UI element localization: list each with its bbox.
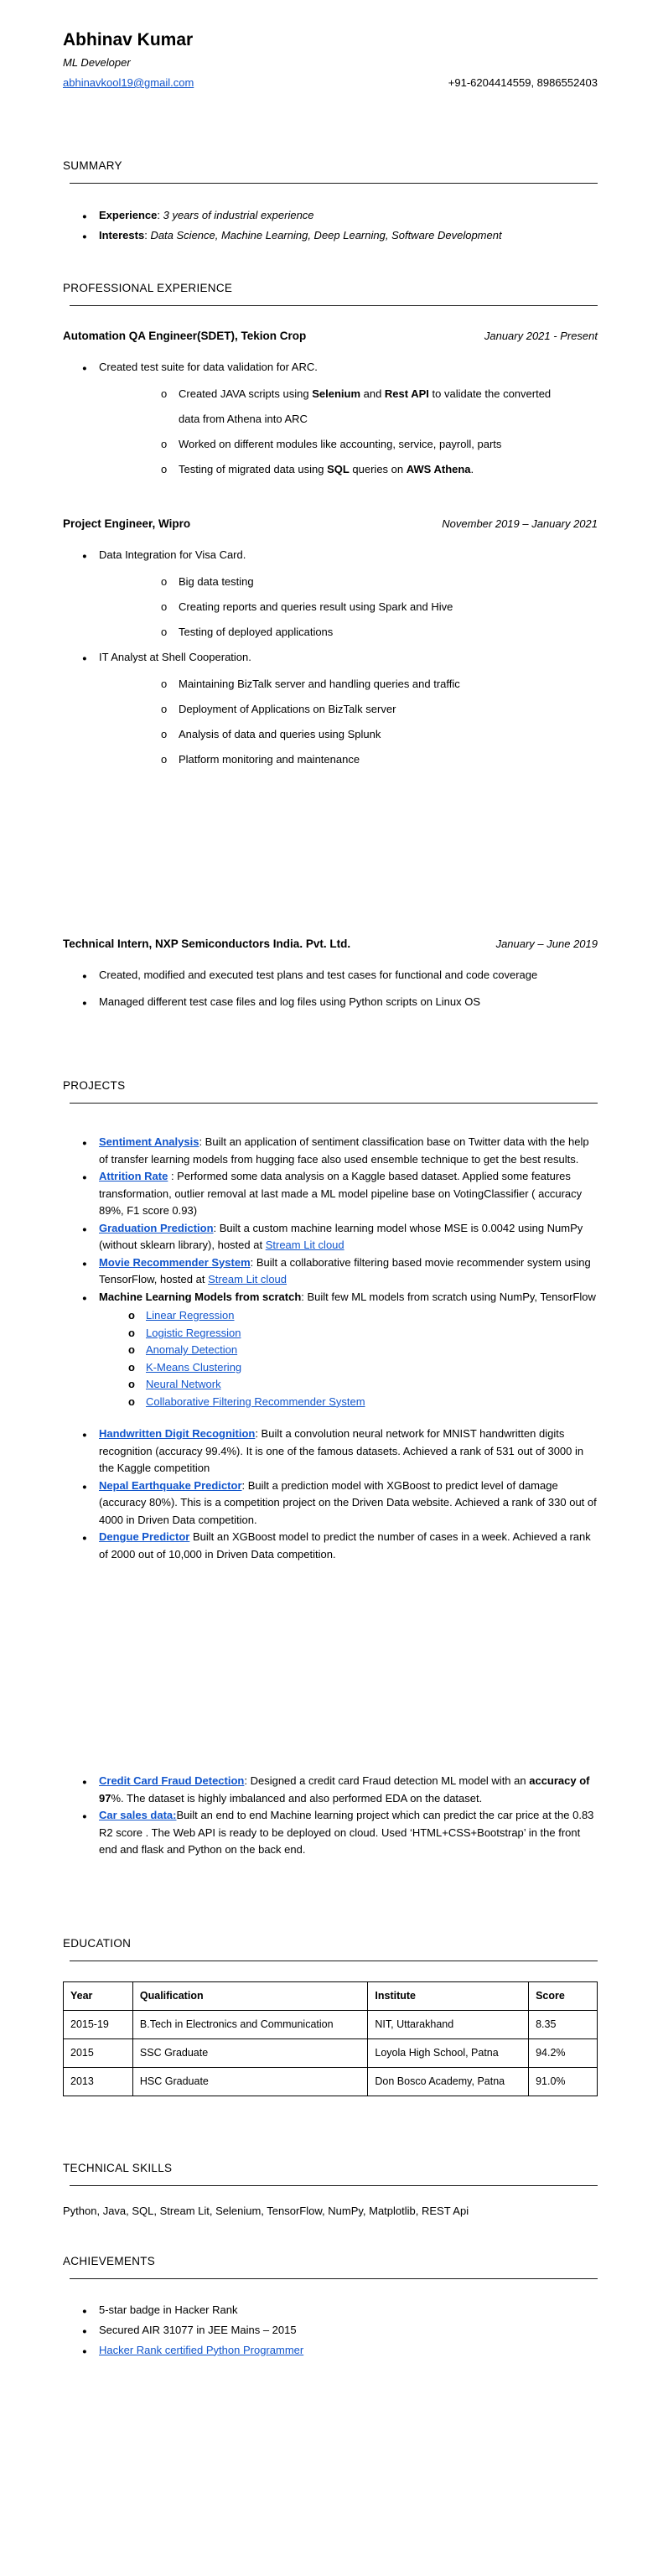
section-divider	[70, 2185, 598, 2186]
text-segment: Data Integration for Visa Card.	[99, 548, 246, 561]
email-link[interactable]: abhinavkool19@gmail.com	[63, 76, 194, 89]
bullet-text	[99, 2301, 598, 2319]
bullet-marker: ●	[82, 1431, 87, 1440]
text-segment: : Built a collaborative filtering based movie recommender system using TensorFlow, hosted at	[99, 1255, 591, 1285]
bullet-marker: o	[128, 1343, 135, 1356]
job-date: January 2021 - Present	[484, 330, 598, 342]
education-heading: EDUCATION	[63, 1936, 132, 1950]
bullet-text	[99, 1807, 598, 1859]
text-segment: queries on	[349, 463, 407, 475]
job-sub-bullet	[63, 747, 598, 772]
text-segment: Created test suite for data validation for ARC.	[99, 361, 318, 373]
project-link-dengue-predictor[interactable]: Dengue Predictor	[99, 1530, 190, 1543]
bullet-marker: ●	[82, 2346, 87, 2356]
project-entry	[63, 1254, 598, 1289]
project-entry	[63, 1220, 598, 1254]
ml-model-link-collaborative-filtering[interactable]: Collaborative Filtering Recommender System	[146, 1394, 365, 1408]
job-date: November 2019 – January 2021	[442, 517, 598, 530]
text-segment: to validate the converted data from Athena into ARC	[179, 387, 552, 425]
achievement-item	[63, 2321, 598, 2341]
bullet-text	[179, 697, 598, 722]
bullet-marker: o	[161, 678, 168, 690]
job-bullet	[63, 963, 598, 989]
job-title: Technical Intern, NXP Semiconductors India. Pvt. Ltd.	[63, 937, 351, 950]
job-bullet	[63, 989, 598, 1016]
bullet-marker: ●	[82, 1812, 87, 1821]
bullet-marker: o	[161, 463, 168, 475]
bullet-text	[99, 1220, 598, 1254]
education-column-header: Score	[529, 1981, 598, 2010]
bullet-marker: o	[128, 1394, 135, 1408]
job-header	[63, 936, 598, 953]
text-segment: Built an XGBoost model to predict the number of cases in a week. Achieved a rank of 2000 out of 10,000 in Driven Data competition.	[99, 1530, 591, 1561]
project-entry	[63, 1134, 598, 1168]
ml-model-link-linear-regression[interactable]: Linear Regression	[146, 1309, 235, 1322]
bullet-text	[146, 1394, 598, 1411]
education-table	[63, 1981, 598, 2096]
education-table-cell: 91.0%	[529, 2067, 598, 2096]
bullet-marker: ●	[82, 2326, 87, 2336]
bullet-marker: ●	[82, 1139, 87, 1148]
text-segment: Secured AIR 31077 in JEE Mains – 2015	[99, 2323, 297, 2336]
bullet-marker: ●	[82, 1259, 87, 1269]
project-bullet	[63, 1807, 598, 1859]
text-segment: .	[470, 463, 474, 475]
text-segment: 5-star badge in Hacker Rank	[99, 2303, 238, 2316]
project-sub-bullet	[63, 1376, 598, 1394]
section-divider	[70, 1103, 598, 1104]
bullet-marker: ●	[82, 2306, 87, 2316]
education-table-row	[64, 2067, 598, 2096]
text-segment: : Built an application of sentiment classification base on Twitter data with the help of transfer learning models from hugging face also used ensemble technique to get the best results.	[99, 1135, 589, 1166]
text-segment: Maintaining BizTalk server and handling queries and traffic	[179, 678, 460, 690]
section-technical-skills	[63, 2162, 598, 2217]
project-link-car-sales-data[interactable]: Car sales data:	[99, 1809, 177, 1821]
job-entry	[63, 936, 598, 1016]
achievement-item	[63, 2341, 598, 2361]
job-sub-bullet	[63, 672, 598, 697]
achievements-heading: ACHIEVEMENTS	[63, 2254, 156, 2267]
text-segment: Created, modified and executed test plans and test cases for functional and code coverage	[99, 969, 538, 981]
project-bullet	[63, 1289, 598, 1308]
project-entry	[63, 1529, 598, 1563]
bullet-text	[179, 382, 568, 432]
text-segment: : Built a convolution neural network for MNIST handwritten digits recognition (accuracy 99.4%). It is one of the famous datasets. Achieved a rank of 531 out of 3000 in the Kaggle competition	[99, 1427, 584, 1474]
project-sub-bullet	[63, 1394, 598, 1411]
person-name: Abhinav Kumar	[63, 30, 194, 49]
resume-header	[63, 30, 598, 89]
text-segment: IT Analyst at Shell Cooperation.	[99, 651, 251, 663]
job-sub-bullet	[63, 457, 598, 482]
bullet-text	[99, 989, 598, 1015]
text-segment: Worked on different modules like accounting, service, payroll, parts	[179, 438, 502, 450]
text-segment: Rest API	[384, 387, 429, 400]
project-bullet	[63, 1220, 598, 1254]
text-segment: accuracy of 97	[99, 1774, 590, 1805]
bullet-marker: o	[161, 600, 168, 613]
project-entry	[63, 1773, 598, 1807]
bullet-marker: ●	[82, 654, 87, 663]
section-divider	[70, 2278, 598, 2279]
bullet-text	[99, 355, 598, 380]
job-sub-bullet	[63, 595, 598, 620]
text-segment: Creating reports and queries result using Spark and Hive	[179, 600, 453, 613]
text-segment: : Built a custom machine learning model whose MSE is 0.0042 using NumPy (without sklearn library), hosted at	[99, 1221, 583, 1251]
job-title: Project Engineer, Wipro	[63, 517, 191, 530]
text-segment: and	[360, 387, 385, 400]
bullet-marker: o	[161, 626, 168, 638]
bullet-text	[179, 457, 598, 482]
bullet-marker: ●	[82, 212, 87, 221]
bullet-text	[99, 1289, 598, 1306]
text-segment: Platform monitoring and maintenance	[179, 753, 360, 766]
bullet-text	[179, 747, 598, 772]
education-table-header-row	[64, 1981, 598, 2010]
education-table-cell: 94.2%	[529, 2038, 598, 2067]
job-sub-bullet	[63, 569, 598, 595]
text-segment: : Built a prediction model with XGBoost to predict level of damage (accuracy 80%). This is a competition project on the Driven Data website. Achieved a rank of 330 out of 4000 in Driven Data competition.	[99, 1478, 597, 1526]
text-segment: :	[144, 229, 151, 242]
achievement-item	[63, 2301, 598, 2321]
education-table-cell: HSC Graduate	[132, 2067, 368, 2096]
bullet-text	[99, 206, 598, 225]
project-entry	[63, 1168, 598, 1220]
text-segment: Created JAVA scripts using	[179, 387, 313, 400]
bullet-text	[99, 1254, 598, 1289]
job-bullet	[63, 355, 598, 382]
ml-model-link-logistic-regression[interactable]: Logistic Regression	[146, 1326, 241, 1339]
text-segment: Data Science, Machine Learning, Deep Learning, Software Development	[150, 229, 502, 242]
job-sub-bullet	[63, 697, 598, 722]
bullet-marker: ●	[82, 1534, 87, 1543]
education-table-row	[64, 2038, 598, 2067]
bullet-marker: o	[161, 575, 168, 588]
bullet-marker: o	[161, 728, 168, 740]
project-sub-bullet	[63, 1359, 598, 1377]
bullet-text	[99, 1478, 598, 1530]
bullet-marker: o	[128, 1309, 135, 1322]
text-segment: SQL	[327, 463, 350, 475]
text-segment: Big data testing	[179, 575, 254, 588]
bullet-marker: o	[128, 1326, 135, 1339]
bullet-marker: ●	[82, 1224, 87, 1234]
bullet-text	[99, 543, 598, 568]
project-entry	[63, 1289, 598, 1411]
job-bullet	[63, 645, 598, 672]
bullet-marker: o	[161, 438, 168, 450]
bullet-text	[179, 722, 598, 747]
project-bullet	[63, 1529, 598, 1563]
project-bullet	[63, 1254, 598, 1289]
achievements-list	[63, 2301, 598, 2361]
bullet-marker: ●	[82, 972, 87, 981]
text-segment: 3 years of industrial experience	[163, 209, 314, 221]
streamlit-cloud-link[interactable]: Stream Lit cloud	[265, 1239, 344, 1251]
job-sub-bullet	[63, 432, 598, 457]
text-segment: : Designed a credit card Fraud detection ML model with an	[244, 1774, 530, 1787]
education-table-cell: Loyola High School, Patna	[368, 2038, 529, 2067]
bullet-marker: o	[161, 703, 168, 715]
text-segment: Testing of deployed applications	[179, 626, 334, 638]
bullet-text	[99, 226, 598, 245]
technical-skills-heading: TECHNICAL SKILLS	[63, 2161, 173, 2174]
phone-number: +91-6204414559, 8986552403	[448, 76, 598, 89]
contact-row	[63, 76, 598, 89]
project-bullet	[63, 1426, 598, 1478]
bullet-marker: o	[128, 1360, 135, 1374]
summary-heading: SUMMARY	[63, 159, 122, 172]
project-link-nepal-earthquake[interactable]: Nepal Earthquake Predictor	[99, 1478, 242, 1492]
text-segment: Analysis of data and queries using Splunk	[179, 728, 381, 740]
education-table-cell: 8.35	[529, 2010, 598, 2038]
project-link-credit-card-fraud[interactable]: Credit Card Fraud Detection	[99, 1774, 245, 1787]
section-projects	[63, 1079, 598, 1859]
project-sub-bullet	[63, 1342, 598, 1359]
text-segment: Selenium	[312, 387, 360, 400]
job-entry	[63, 516, 598, 772]
achievement-link-hackerrank-python[interactable]: Hacker Rank certified Python Programmer	[99, 2343, 304, 2356]
text-segment: Interests	[99, 229, 145, 242]
education-table-cell: NIT, Uttarakhand	[368, 2010, 529, 2038]
bullet-text	[99, 2341, 598, 2360]
bullet-text	[99, 645, 598, 670]
text-segment: Managed different test case files and log files using Python scripts on Linux OS	[99, 995, 481, 1008]
text-segment: Machine Learning Models from scratch	[99, 1290, 302, 1303]
summary-item	[63, 226, 598, 247]
section-divider	[70, 305, 598, 306]
text-segment: AWS Athena	[406, 463, 471, 475]
education-table-cell: 2015	[64, 2038, 133, 2067]
bullet-text	[179, 620, 598, 645]
project-bullet	[63, 1478, 598, 1530]
bullet-text	[99, 1529, 598, 1563]
bullet-marker: o	[161, 387, 168, 400]
bullet-text	[179, 672, 598, 697]
streamlit-cloud-link[interactable]: Stream Lit cloud	[208, 1273, 287, 1285]
bullet-marker: o	[161, 753, 168, 766]
job-title: Automation QA Engineer(SDET), Tekion Crop	[63, 330, 307, 342]
job-header	[63, 328, 598, 345]
bullet-text	[146, 1359, 598, 1377]
education-column-header: Institute	[368, 1981, 529, 2010]
project-entry	[63, 1478, 598, 1530]
text-segment: Built an end to end Machine learning project which can predict the car price at the 0.83 R2 score . The Web API is ready to be deployed on cloud. Used ‘HTML+CSS+Bootstrap’ in the front end and flask and Python on the back end.	[99, 1809, 594, 1856]
bullet-marker: ●	[82, 1173, 87, 1182]
ml-model-link-anomaly-detection[interactable]: Anomaly Detection	[146, 1343, 238, 1356]
project-entry	[63, 1807, 598, 1859]
job-bullet	[63, 543, 598, 569]
experience-heading: PROFESSIONAL EXPERIENCE	[63, 282, 233, 294]
bullet-text	[99, 2321, 598, 2340]
bullet-text	[146, 1376, 598, 1394]
bullet-text	[99, 1426, 598, 1478]
education-column-header: Year	[64, 1981, 133, 2010]
project-sub-bullet	[63, 1307, 598, 1325]
section-divider	[70, 183, 598, 184]
summary-item	[63, 206, 598, 226]
projects-heading: PROJECTS	[63, 1079, 126, 1092]
bullet-marker: ●	[82, 999, 87, 1008]
bullet-marker: ●	[82, 232, 87, 242]
bullet-text	[146, 1325, 598, 1343]
projects-list	[63, 1134, 598, 1859]
project-link-attrition-rate[interactable]: Attrition Rate	[99, 1170, 168, 1182]
bullet-marker: ●	[82, 552, 87, 561]
project-entry	[63, 1426, 598, 1478]
bullet-text	[179, 569, 598, 595]
section-achievements	[63, 2255, 598, 2361]
job-header	[63, 516, 598, 532]
text-segment: Experience	[99, 209, 158, 221]
education-table-row	[64, 2010, 598, 2038]
text-segment: :	[157, 209, 163, 221]
project-link-graduation-prediction[interactable]: Graduation Prediction	[99, 1221, 214, 1234]
text-segment: %. The dataset is highly imbalanced and also performed EDA on the dataset.	[111, 1791, 483, 1805]
project-bullet	[63, 1168, 598, 1220]
education-column-header: Qualification	[132, 1981, 368, 2010]
person-role: ML Developer	[63, 56, 131, 69]
ml-model-link-kmeans-clustering[interactable]: K-Means Clustering	[146, 1360, 242, 1374]
job-sub-bullet	[63, 382, 598, 432]
section-education	[63, 1937, 598, 2096]
job-sub-bullet	[63, 722, 598, 747]
bullet-text	[146, 1307, 598, 1325]
bullet-marker: o	[128, 1378, 135, 1390]
education-table-cell: 2015-19	[64, 2010, 133, 2038]
education-table-cell: B.Tech in Electronics and Communication	[132, 2010, 368, 2038]
bullet-text	[146, 1342, 598, 1359]
bullet-text	[179, 432, 598, 457]
project-bullet	[63, 1134, 598, 1168]
bullet-marker: ●	[82, 364, 87, 373]
section-professional-experience	[63, 282, 598, 1016]
section-summary	[63, 159, 598, 247]
jobs-container	[63, 328, 598, 1016]
education-table-cell: SSC Graduate	[132, 2038, 368, 2067]
bullet-text	[99, 1773, 598, 1807]
project-bullet	[63, 1773, 598, 1807]
education-table-cell: Don Bosco Academy, Patna	[368, 2067, 529, 2096]
bullet-marker: ●	[82, 1778, 87, 1787]
bullet-marker: ●	[82, 1482, 87, 1492]
bullet-text	[99, 1168, 598, 1220]
job-sub-bullet	[63, 620, 598, 645]
project-link-sentiment-analysis[interactable]: Sentiment Analysis	[99, 1135, 199, 1148]
job-date: January – June 2019	[495, 937, 598, 950]
bullet-marker: ●	[82, 1293, 87, 1303]
bullet-text	[179, 595, 598, 620]
summary-list	[63, 206, 598, 247]
text-segment: : Performed some data analysis on a Kaggle based dataset. Applied some features transformation, outlier removal at last made a ML model pipeline base on VotingClassifier ( accuracy 89%, F1 score 0.93)	[99, 1170, 583, 1217]
education-table-cell: 2013	[64, 2067, 133, 2096]
bullet-text	[99, 963, 598, 988]
ml-model-link-neural-network[interactable]: Neural Network	[146, 1378, 221, 1390]
project-link-handwritten-digit[interactable]: Handwritten Digit Recognition	[99, 1427, 256, 1440]
project-link-movie-recommender[interactable]: Movie Recommender System	[99, 1255, 251, 1269]
bullet-text	[99, 1134, 598, 1168]
text-segment: Testing of migrated data using	[179, 463, 328, 475]
project-sub-bullet	[63, 1325, 598, 1343]
skills-list-text: Python, Java, SQL, Stream Lit, Selenium, TensorFlow, NumPy, Matplotlib, REST Api	[63, 2204, 469, 2217]
job-entry	[63, 328, 598, 482]
text-segment: : Built few ML models from scratch using NumPy, TensorFlow	[301, 1290, 596, 1303]
text-segment: Deployment of Applications on BizTalk server	[179, 703, 396, 715]
